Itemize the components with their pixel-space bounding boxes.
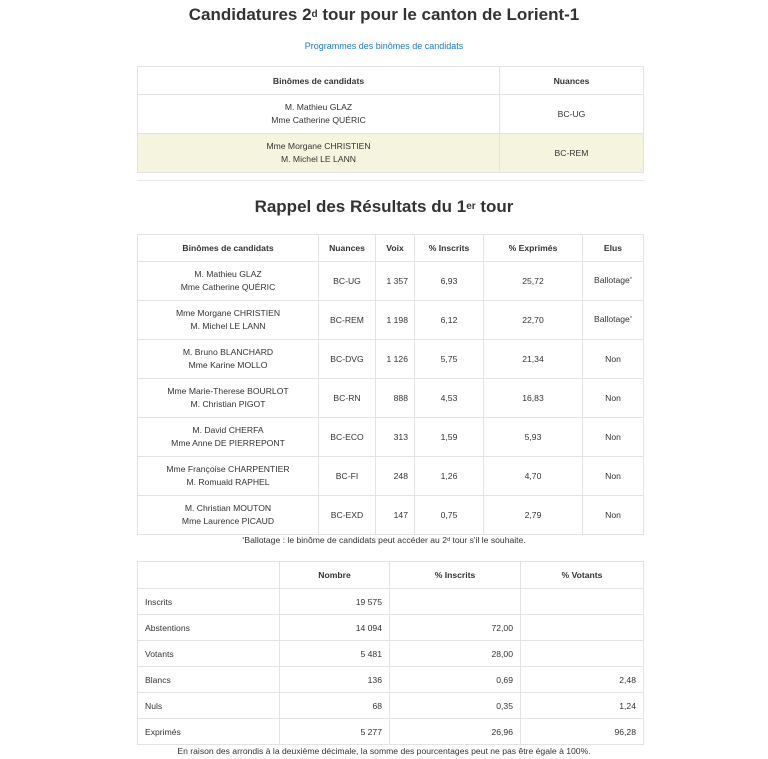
voix-cell: 248 [376, 457, 415, 496]
candidate-pair: M. Christian MOUTON Mme Laurence PICAUD [138, 496, 319, 535]
programmes-link[interactable]: Programmes des binômes de candidats [304, 41, 464, 51]
nombre-cell: 14 094 [280, 615, 390, 641]
table-row [138, 667, 644, 693]
table-row [138, 379, 644, 418]
exprimes-cell: 5,93 [484, 418, 583, 457]
table-row [138, 457, 644, 496]
candidate-pair: Mme Morgane CHRISTIEN M. Michel LE LANN [138, 134, 500, 173]
inscrits-cell: 4,53 [415, 379, 484, 418]
candidate-pair: M. Bruno BLANCHARD Mme Karine MOLLO [138, 340, 319, 379]
candidate-pair: M. Mathieu GLAZ Mme Catherine QUÉRIC [138, 262, 319, 301]
nuance-cell: BC-FI [319, 457, 376, 496]
exprimes-cell: 16,83 [484, 379, 583, 418]
elus-cell: Non [583, 379, 644, 418]
candidate-pair: M. Mathieu GLAZ Mme Catherine QUÉRIC [138, 95, 500, 134]
ballotage-note: *Ballotage : le binôme de candidats peut accéder au 2$^d$ tour s'il le souhaite. [242, 535, 526, 545]
inscrits-cell: 1,59 [415, 418, 484, 457]
nombre-cell: 136 [280, 667, 390, 693]
inscrits-cell: 5,75 [415, 340, 484, 379]
col-header-nombre: Nombre [280, 562, 390, 589]
nuance-cell: BC-RN [319, 379, 376, 418]
votants-cell: 1,24 [521, 693, 644, 719]
table-row [138, 340, 644, 379]
table-row [138, 496, 644, 535]
elus-cell: Ballotage* [583, 301, 644, 340]
inscrits-cell: 0,35 [390, 693, 521, 719]
inscrits-cell: 6,93 [415, 262, 484, 301]
table-row [138, 641, 644, 667]
nuance-cell: BC-ECO [319, 418, 376, 457]
table-row [138, 719, 644, 745]
divider [137, 180, 644, 181]
candidate-pair: Mme Françoise CHARPENTIER M. Romuald RAPHEL [138, 457, 319, 496]
footer-note: En raison des arrondis à la deuxième décimale, la somme des pourcentages peut ne pas être égale à 100%. [177, 746, 591, 756]
col-header-nuances: Nuances [500, 67, 644, 95]
results-1st-table [137, 234, 644, 535]
voix-cell: 313 [376, 418, 415, 457]
col-header-blank [138, 562, 280, 589]
voix-cell: 1 357 [376, 262, 415, 301]
row-label: Inscrits [138, 589, 280, 615]
nuance-cell: BC-UG [500, 95, 644, 134]
candidate-pair: M. David CHERFA Mme Anne DE PIERREPONT [138, 418, 319, 457]
table-row [138, 693, 644, 719]
inscrits-cell [390, 589, 521, 615]
candidates-2nd-table [137, 66, 644, 173]
nuance-cell: BC-REM [319, 301, 376, 340]
votants-cell [521, 641, 644, 667]
voix-cell: 1 126 [376, 340, 415, 379]
table-row [138, 589, 644, 615]
table-row [138, 134, 644, 173]
col-header-votants: % Votants [521, 562, 644, 589]
votants-cell [521, 615, 644, 641]
table-row [138, 262, 644, 301]
nuance-cell: BC-EXD [319, 496, 376, 535]
nuance-cell: BC-REM [500, 134, 644, 173]
inscrits-cell: 26,96 [390, 719, 521, 745]
exprimes-cell: 22,70 [484, 301, 583, 340]
col-header-nuances: Nuances [319, 235, 376, 262]
table-row [138, 615, 644, 641]
voix-cell: 147 [376, 496, 415, 535]
exprimes-cell: 21,34 [484, 340, 583, 379]
col-header-inscrits: % Inscrits [390, 562, 521, 589]
row-label: Exprimés [138, 719, 280, 745]
table-row [138, 95, 644, 134]
exprimes-cell: 2,79 [484, 496, 583, 535]
col-header-voix: Voix [376, 235, 415, 262]
exprimes-cell: 25,72 [484, 262, 583, 301]
exprimes-cell: 4,70 [484, 457, 583, 496]
inscrits-cell: 6,12 [415, 301, 484, 340]
nuance-cell: BC-UG [319, 262, 376, 301]
voix-cell: 888 [376, 379, 415, 418]
inscrits-cell: 1,26 [415, 457, 484, 496]
nuance-cell: BC-DVG [319, 340, 376, 379]
elus-cell: Non [583, 457, 644, 496]
elus-cell: Non [583, 496, 644, 535]
row-label: Blancs [138, 667, 280, 693]
table-row [138, 301, 644, 340]
row-label: Votants [138, 641, 280, 667]
col-header-binomes: Binômes de candidats [138, 67, 500, 95]
col-header-elus: Elus [583, 235, 644, 262]
candidate-pair: Mme Morgane CHRISTIEN M. Michel LE LANN [138, 301, 319, 340]
elus-cell: Non [583, 340, 644, 379]
summary-table [137, 561, 644, 745]
nombre-cell: 5 481 [280, 641, 390, 667]
inscrits-cell: 0,69 [390, 667, 521, 693]
col-header-inscrits: % Inscrits [415, 235, 484, 262]
voix-cell: 1 198 [376, 301, 415, 340]
votants-cell [521, 589, 644, 615]
results-title: Rappel des Résultats du 1er tour [254, 197, 514, 216]
candidate-pair: Mme Marie-Therese BOURLOT M. Christian PIGOT [138, 379, 319, 418]
elus-cell: Ballotage* [583, 262, 644, 301]
row-label: Abstentions [138, 615, 280, 641]
nombre-cell: 19 575 [280, 589, 390, 615]
col-header-exprimes: % Exprimés [484, 235, 583, 262]
inscrits-cell: 0,75 [415, 496, 484, 535]
inscrits-cell: 72,00 [390, 615, 521, 641]
votants-cell: 96,28 [521, 719, 644, 745]
row-label: Nuls [138, 693, 280, 719]
page-title: Candidatures 2$^d$ tour pour le canton de Lorient-1 [188, 5, 580, 24]
col-header-binomes: Binômes de candidats [138, 235, 319, 262]
nombre-cell: 68 [280, 693, 390, 719]
inscrits-cell: 28,00 [390, 641, 521, 667]
table-row [138, 418, 644, 457]
elus-cell: Non [583, 418, 644, 457]
votants-cell: 2,48 [521, 667, 644, 693]
nombre-cell: 5 277 [280, 719, 390, 745]
